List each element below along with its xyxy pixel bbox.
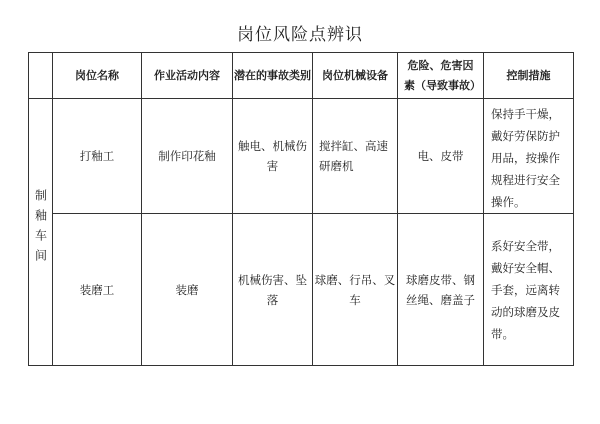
header-control: 控制措施: [484, 53, 574, 99]
equipment-cell: 球磨、行吊、叉车: [313, 214, 398, 366]
header-activity: 作业活动内容: [142, 53, 233, 99]
header-position: 岗位名称: [53, 53, 142, 99]
position-cell: 装磨工: [53, 214, 142, 366]
activity-cell: 装磨: [142, 214, 233, 366]
position-cell: 打釉工: [53, 99, 142, 214]
activity-cell: 制作印花釉: [142, 99, 233, 214]
table-row: [29, 214, 574, 366]
header-accident-type: 潜在的事故类别: [233, 53, 313, 99]
control-cell: 系好安全带，戴好安全帽、手套，远离转动的球磨及皮带。: [484, 214, 574, 366]
header-equipment: 岗位机械设备: [313, 53, 398, 99]
department-label: 制釉车间: [33, 189, 48, 269]
accident-type-cell: 触电、机械伤害: [233, 99, 313, 214]
header-corner: [29, 53, 53, 99]
page-title: 岗位风险点辨识: [237, 25, 363, 45]
hazard-cell: 球磨皮带、钢丝绳、磨盖子: [398, 214, 484, 366]
risk-table: [28, 52, 574, 366]
control-cell: 保持手干燥，戴好劳保防护用品，按操作规程进行安全操作。: [484, 99, 574, 214]
hazard-cell: 电、皮带: [398, 99, 484, 214]
department-cell: [29, 99, 53, 366]
equipment-cell: 搅拌缸、高速研磨机: [313, 99, 398, 214]
table-row: [29, 99, 574, 214]
accident-type-cell: 机械伤害、坠落: [233, 214, 313, 366]
header-row: [29, 53, 574, 99]
header-hazard: 危险、危害因素（导致事故）: [398, 53, 484, 99]
